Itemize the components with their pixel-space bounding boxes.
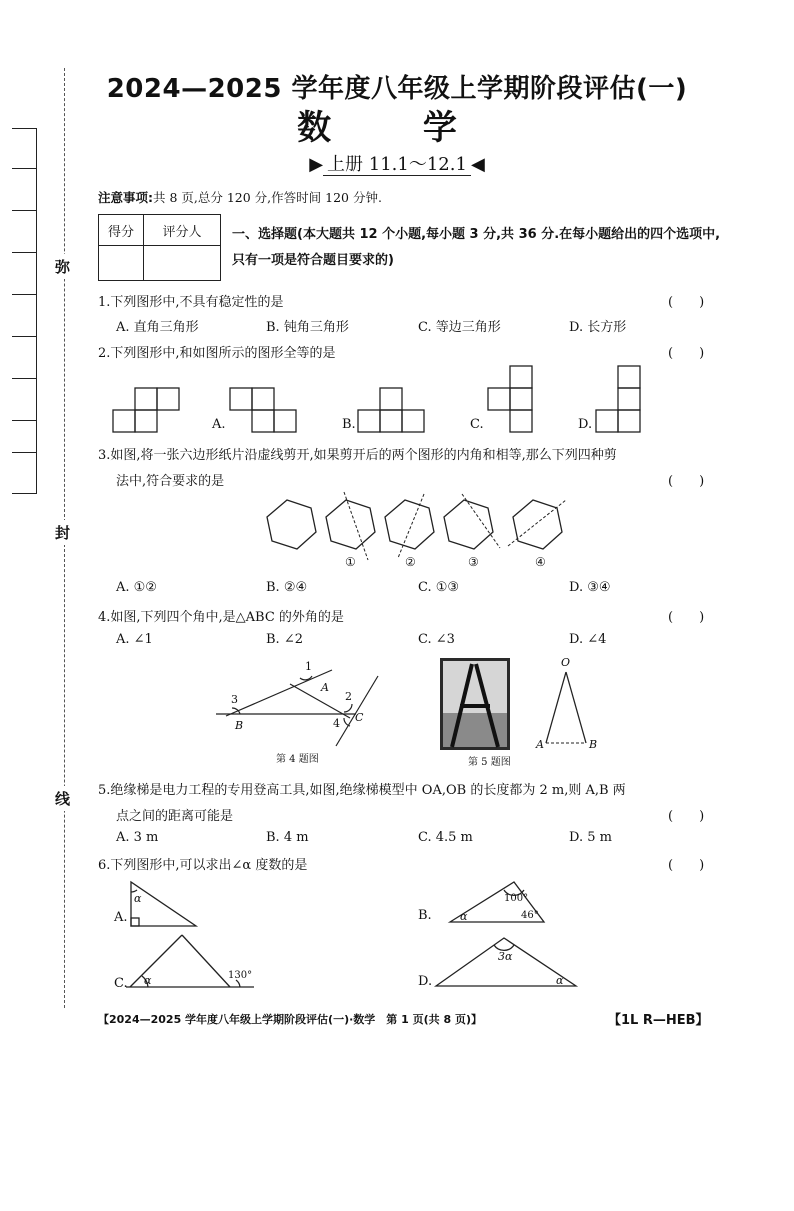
figure-label: ①	[345, 555, 356, 569]
question-number: 4.	[98, 610, 111, 625]
answer-paren[interactable]: ( )	[668, 295, 705, 310]
answer-paren[interactable]: ( )	[668, 610, 705, 625]
question-number: 5.	[98, 783, 111, 798]
answer-paren[interactable]: ( )	[668, 809, 705, 824]
angle-label: α	[556, 974, 564, 987]
page-footer: 【2024—2025 学年度八年级上学期阶段评估(一)·数学 第 1 页(共 8 页)】	[98, 1013, 482, 1026]
scope-range: ▶ 上册 11.1～12.1 ◀	[309, 154, 485, 175]
exam-code: 【1L R—HEB】	[608, 1013, 709, 1028]
option-c: C. ①③	[418, 580, 460, 595]
option-b: B. ②④	[266, 580, 308, 595]
question-5-line2: 点之间的距离可能是	[116, 809, 234, 824]
angle-label: α	[460, 910, 468, 923]
question-text: 下列图形中,可以求出∠α 度数的是	[110, 858, 308, 873]
answer-paren[interactable]: ( )	[668, 346, 705, 361]
option-c: C.	[114, 976, 128, 991]
option-d: D. ∠4	[569, 632, 607, 647]
scope-range-text: 上册 11.1～12.1	[323, 154, 471, 176]
vertex-label: B	[235, 719, 244, 732]
subject-title: 数 学	[297, 108, 497, 148]
angle-label: 1	[305, 660, 312, 673]
option-a: A. 3 m	[116, 830, 159, 845]
option-d: D. ③④	[569, 580, 611, 595]
answer-paren[interactable]: ( )	[668, 474, 705, 489]
section-title: 一、选择题(本大题共 12 个小题,每小题 3 分,共 36 分.在每小题给出的四个选项中,只有一项是符合题目要求的)	[232, 227, 721, 268]
vertex-label: A	[321, 681, 329, 694]
option-d: D.	[418, 974, 433, 989]
margin-char-feng: 封	[55, 520, 70, 545]
score-header: 得分	[99, 215, 144, 246]
option-b: B. 钝角三角形	[266, 320, 349, 335]
figure-label: ②	[405, 555, 416, 569]
question-text: 下列图形中,不具有稳定性的是	[110, 295, 284, 310]
question-text: 下列图形中,和如图所示的图形全等的是	[110, 346, 336, 361]
option-a: A. 直角三角形	[116, 320, 199, 335]
question-3-line2: 法中,符合要求的是	[116, 474, 225, 489]
option-a: A. ∠1	[116, 632, 153, 647]
option-b: B. 4 m	[266, 830, 309, 845]
question-text: 绝缘梯是电力工程的专用登高工具,如图,绝缘梯模型中 OA,OB 的长度都为 2 m,则 A,B 两	[110, 783, 626, 798]
angle-label: α	[144, 974, 152, 987]
answer-paren[interactable]: ( )	[668, 858, 705, 873]
vertex-label: O	[561, 656, 571, 669]
figure-label: ③	[468, 555, 479, 569]
notice-text: 共 8 页,总分 120 分,作答时间 120 分钟.	[153, 190, 382, 205]
option-a: A.	[212, 417, 226, 432]
figure-label: ④	[535, 555, 546, 569]
angle-label: 4	[333, 717, 340, 730]
angle-label: 46°	[521, 910, 539, 921]
question-number: 1.	[98, 295, 111, 310]
option-c: C. 等边三角形	[418, 320, 501, 335]
angle-label: 3	[231, 693, 238, 706]
angle-label: 3α	[498, 950, 513, 963]
question-number: 3.	[98, 448, 111, 463]
grader-header: 评分人	[144, 215, 221, 246]
figure-caption: 第 4 题图	[276, 754, 319, 765]
notice-label: 注意事项:	[98, 190, 153, 205]
option-a: A.	[114, 910, 128, 925]
option-d: D.	[578, 417, 593, 432]
margin-char-xian: 线	[55, 786, 70, 811]
question-number: 6.	[98, 858, 111, 873]
option-b: B. ∠2	[266, 632, 303, 647]
vertex-label: B	[589, 738, 598, 751]
option-c: C.	[470, 417, 484, 432]
figure-caption: 第 5 题图	[468, 757, 511, 768]
option-a: A. ①②	[116, 580, 157, 595]
margin-char-mi: 弥	[55, 254, 70, 279]
angle-label: 100°	[504, 893, 529, 904]
vertex-label: C	[355, 711, 364, 724]
option-b: B.	[342, 417, 356, 432]
option-d: D. 长方形	[569, 320, 627, 335]
vertex-label: A	[536, 738, 544, 751]
angle-label: 130°	[228, 970, 253, 981]
exam-title: 2024—2025 学年度八年级上学期阶段评估(一)	[106, 74, 688, 104]
option-d: D. 5 m	[569, 830, 612, 845]
angle-label: α	[134, 892, 142, 905]
question-text: 如图,下列四个角中,是△ABC 的外角的是	[110, 610, 344, 625]
angle-label: 2	[345, 690, 352, 703]
option-b: B.	[418, 908, 432, 923]
question-text: 如图,将一张六边形纸片沿虚线剪开,如果剪开后的两个图形的内角和相等,那么下列四种剪	[110, 448, 617, 463]
option-c: C. 4.5 m	[418, 830, 473, 845]
option-c: C. ∠3	[418, 632, 455, 647]
question-number: 2.	[98, 346, 111, 361]
